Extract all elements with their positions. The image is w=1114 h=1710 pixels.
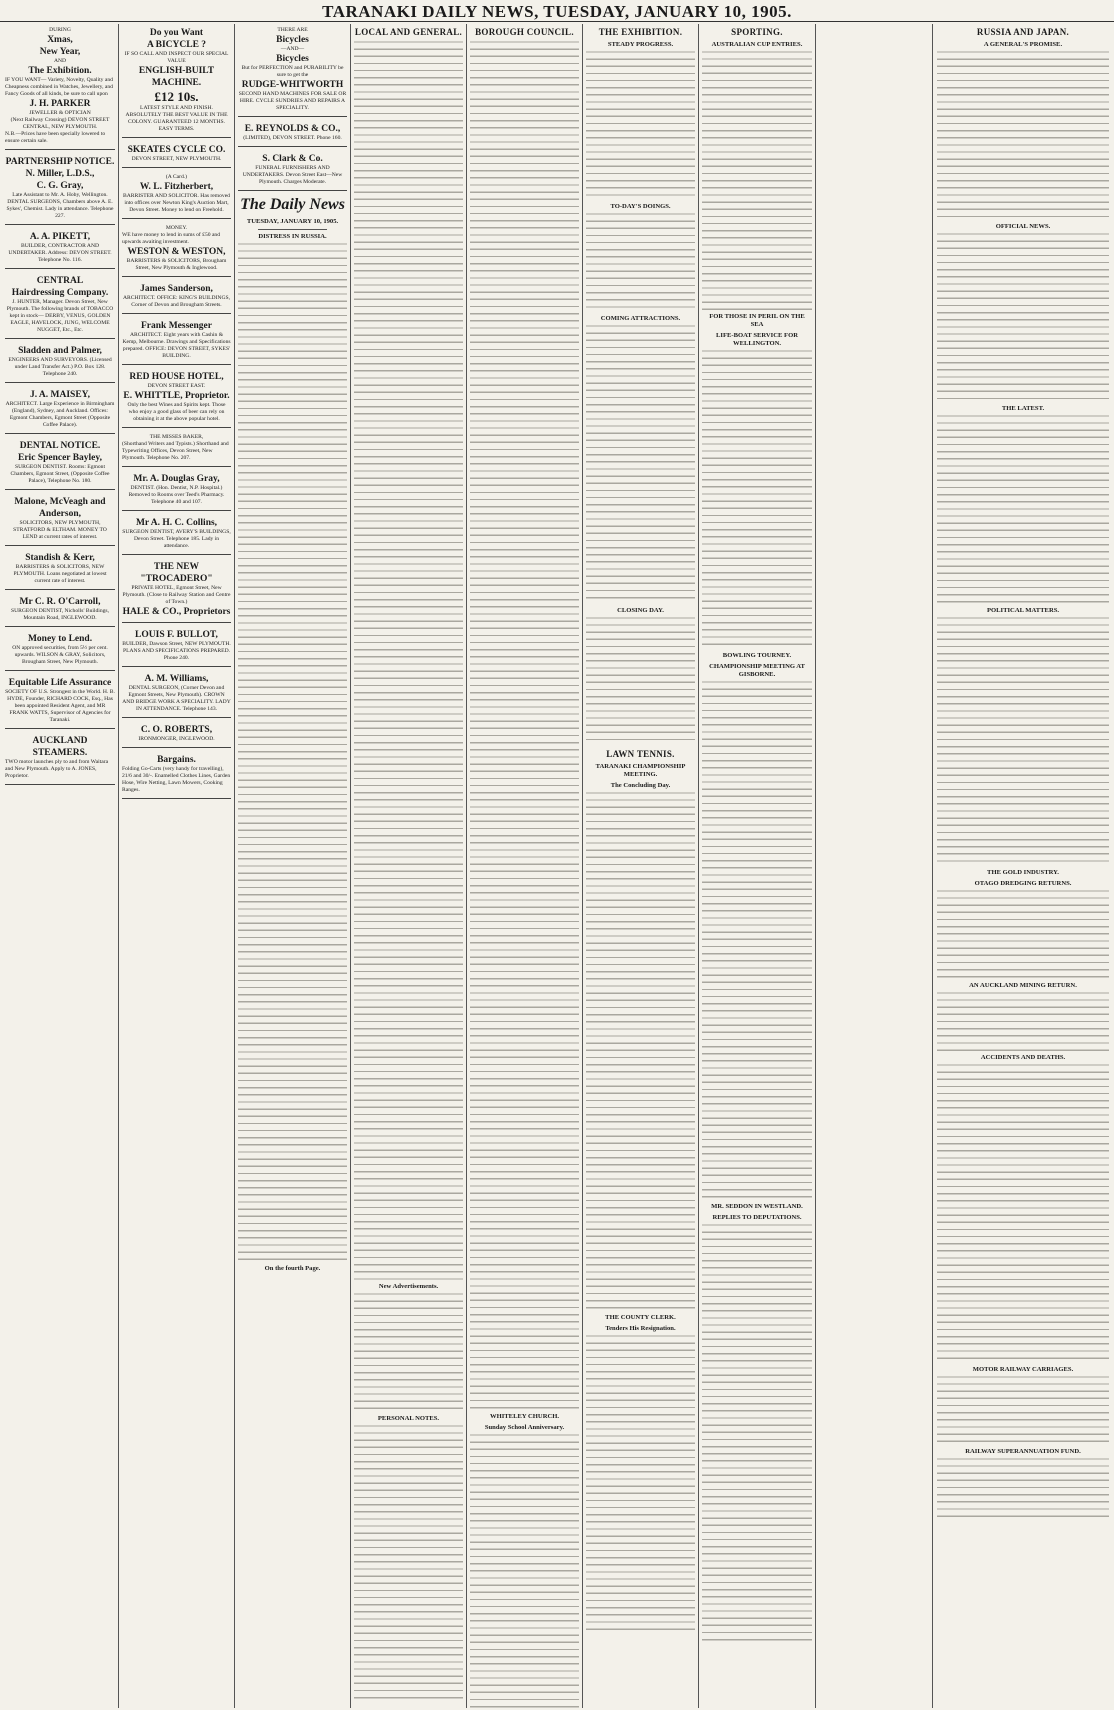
section-headline: PERSONAL NOTES. (377, 1415, 440, 1422)
ad-text: DEVON STREET, NEW PLYMOUTH. (131, 156, 222, 162)
section-subhead: REPLIES TO DEPUTATIONS. (712, 1214, 802, 1221)
section-headline: RUSSIA AND JAPAN. (976, 27, 1070, 37)
article-body (702, 50, 812, 310)
ad-text: ARCHITECT. OFFICE: KING'S BUILDINGS, Corner of Devon and Brougham Streets. (122, 295, 231, 308)
ad-text: BARRISTERS & SOLICITORS, NEW PLYMOUTH. Loans negotiated at lowest current rate of interest. (13, 564, 107, 584)
section-headline: THE GOLD INDUSTRY. (987, 869, 1059, 876)
ad-name: ENGLISH-BUILT MACHINE. (138, 66, 215, 88)
column-5-borough-council (467, 24, 582, 1708)
ad-pikett (5, 228, 115, 269)
article-body (702, 1223, 812, 1643)
section-subhead: The Concluding Day. (610, 782, 671, 789)
section-headline: BOWLING TOURNEY. (722, 652, 792, 659)
ad-text: MONEY. (165, 225, 188, 231)
ad-bullot (122, 626, 231, 667)
ad-text: (LIMITED), DEVON STREET. Phone 160. (243, 135, 342, 141)
ad-williams (122, 670, 231, 718)
ad-name: Frank Messenger (141, 321, 212, 331)
ad-name: Equitable Life Assurance (8, 678, 112, 688)
ad-text: SURGEON DENTIST, AVERY'S BUILDINGS, Devon Street. Telephone 185. Lady in attendance. (122, 529, 231, 549)
ad-name: E. REYNOLDS & CO., (244, 124, 341, 134)
ad-ocarroll (5, 593, 115, 627)
ad-name: James Sanderson, (140, 284, 213, 294)
ad-text: DENTAL SURGEON, (Corner Devon and Egmont Streets, New Plymouth). CROWN AND BRIDGE WORK A SPECIALITY. LADY IN ATTENDANCE. Telephone 143. (122, 685, 231, 712)
ad-name: E. WHITTLE, Proprietor. (123, 391, 230, 401)
ad-headline: PARTNERSHIP NOTICE. (5, 157, 115, 167)
ad-messenger (122, 317, 231, 365)
column-6-exhibition (583, 24, 698, 1708)
ad-standish (5, 549, 115, 590)
section-headline: OFFICIAL NEWS. (995, 223, 1051, 230)
column-1-ads (2, 24, 118, 1708)
ad-name: Eric Spencer Bayley, (18, 453, 102, 463)
section-subhead: A GENERAL'S PROMISE. (983, 41, 1063, 48)
ad-name: Money to Lend. (27, 634, 93, 644)
ad-price: £12 10s. (154, 89, 199, 104)
ad-name: A. A. PIKETT, (29, 232, 91, 242)
ad-roberts (122, 721, 231, 748)
ad-rudge-whitworth (238, 24, 347, 117)
ad-text: BARRISTER AND SOLICITOR. Has removed into offices over Newton King's Auction Mart, Devon Street. Money to lend on Freehold. (123, 193, 230, 213)
article-body (354, 40, 463, 1280)
ad-malone (5, 493, 115, 546)
ad-misses-baker (122, 431, 231, 467)
ad-text: (Next Railway Crossing) DEVON STREET CENTRAL, NEW PLYMOUTH. (10, 117, 110, 130)
section-subhead: Tenders His Resignation. (605, 1325, 676, 1332)
ad-name: A. M. Williams, (144, 674, 209, 684)
column-4-local-general (351, 24, 466, 1708)
ad-bargains (122, 751, 231, 799)
ad-headline: Bicycles (276, 35, 309, 45)
ad-text: ARCHITECT. Eight years with Cashin & Kemp, Melbourne. Drawings and Specifications prepared. OFFICE: DEVON STREET, SYKES' BUILDING. (122, 332, 231, 359)
ad-text: (Shorthand Writers and Typists.) Shorthand and Typewriting Offices, Devon Street, New Plymouth. Telephone No. 207. (122, 441, 229, 461)
ad-text: IF YOU WANT— Variety, Novelty, Quality and Cheapness combined in Watches, Jewellery, and Fancy Goods of all kinds, be sure to call upon (5, 77, 113, 97)
article-body (354, 1292, 463, 1412)
ad-sanderson (122, 280, 231, 314)
ad-text: ENGINEERS AND SURVEYORS. (Licensed under Land Transfer Act.) P.O. Box 128. Telephone 240. (8, 357, 112, 377)
column-2-ads (119, 24, 234, 1708)
section-subhead: OTAGO DREDGING RETURNS. (974, 880, 1072, 887)
ad-headline: THE MISSES BAKER, (149, 434, 204, 440)
article-body (586, 212, 695, 312)
ad-headline: DENTAL NOTICE. (19, 441, 101, 451)
ad-text: BUILDER, CONTRACTOR AND UNDERTAKER. Address: DEVON STREET. Telephone No. 116. (8, 243, 112, 263)
article-body (937, 50, 1109, 220)
ad-trocadero (122, 558, 231, 623)
ad-name: Hairdressing Company. (11, 288, 109, 298)
ad-headline: Xmas, (47, 35, 73, 45)
ad-bicycle (122, 24, 231, 138)
article-body (937, 232, 1109, 402)
ad-name: J. H. PARKER (29, 99, 91, 109)
ad-text: BARRISTERS & SOLICITORS, Brougham Street, New Plymouth & Inglewood. (126, 258, 227, 271)
ad-text: JEWELLER & OPTICIAN (29, 110, 91, 116)
ad-skeates (122, 141, 231, 168)
ad-name: Mr C. R. O'Carroll, (19, 597, 101, 607)
ad-text: SURGEON DENTIST, Nicholls' Buildings, Mountain Road, INGLEWOOD. (10, 608, 110, 621)
article-body (586, 1334, 695, 1634)
ad-name: J. A. MAISEY, (29, 390, 91, 400)
article-body (586, 324, 695, 604)
article-body (937, 1375, 1109, 1445)
ad-text: AND (53, 58, 67, 64)
article-body (937, 889, 1109, 979)
ad-name: W. L. Fitzherbert, (139, 182, 214, 192)
section-headline: LAWN TENNIS. (606, 749, 675, 759)
ad-text: ON approved securities, from 5½ per cent. upwards. WILSON & GRAY, Solicitors, Brougham Street, New Plymouth. (12, 645, 108, 665)
ad-text: TWO motor launches ply to and from Waitara and New Plymouth. Apply to A. JONES, Proprietor. (5, 759, 109, 779)
ad-name: RUDGE-WHITWORTH (241, 80, 344, 90)
ad-clark (238, 150, 347, 191)
article-body (937, 1457, 1109, 1517)
ad-reynolds (238, 120, 347, 147)
section-headline: LOCAL AND GENERAL. (354, 27, 463, 37)
ad-name: Bargains. (157, 755, 196, 765)
ad-money-to-lend (5, 630, 115, 671)
article-body (470, 40, 579, 1410)
ad-name: C. O. ROBERTS, (140, 725, 213, 735)
ad-text: N.B.—Prices have been specially lowered to ensure certain sale. (5, 131, 106, 144)
section-headline: FOR THOSE IN PERIL ON THE SEA (709, 313, 805, 328)
ad-name: Sladden and Palmer, (18, 346, 102, 356)
ad-text: DENTIST. (Hon. Dentist, N.P. Hospital.) Removed to Rooms over Teed's Pharmacy. Telephone 40 and 107. (128, 485, 225, 505)
ad-headline: Bicycles (276, 54, 309, 64)
article-body (470, 1433, 579, 1708)
section-headline: WHITELEY CHURCH. (490, 1413, 559, 1420)
continued-note: On the fourth Page. (264, 1265, 321, 1272)
ad-name: SKEATES CYCLE CO. (127, 145, 226, 155)
ad-hairdressing (5, 272, 115, 339)
section-headline: TO-DAY'S DOINGS. (610, 203, 671, 210)
section-headline: MOTOR RAILWAY CARRIAGES. (972, 1366, 1074, 1373)
ad-headline: The Exhibition. (28, 66, 92, 76)
ad-text: —AND— (280, 46, 305, 52)
section-headline: POLITICAL MATTERS. (986, 607, 1060, 614)
ad-name: RED HOUSE HOTEL, (129, 372, 224, 382)
ad-headline: Do you Want (149, 28, 204, 38)
ad-text: FUNERAL FURNISHERS AND UNDERTAKERS. Devon Street East—New Plymouth. Charges Moderate. (242, 165, 343, 185)
section-headline: ACCIDENTS AND DEATHS. (980, 1054, 1066, 1061)
section-headline: THE EXHIBITION. (598, 27, 683, 37)
ad-text: DEVON STREET EAST. (147, 383, 206, 389)
article-body (702, 349, 812, 649)
ad-text: BUILDER, Dawson Street, NEW PLYMOUTH. PLANS AND SPECIFICATIONS PREPARED. Phone 240. (122, 641, 231, 661)
section-subhead: Sunday School Anniversary. (484, 1424, 565, 1431)
ad-name: S. Clark & Co. (262, 154, 323, 164)
ad-name: HALE & CO., Proprietors (122, 607, 231, 617)
section-subhead: CHAMPIONSHIP MEETING AT GISBORNE. (709, 663, 805, 678)
ad-name: Mr A. H. C. Collins, (135, 518, 218, 528)
editorial-headline: DISTRESS IN RUSSIA. (258, 233, 327, 240)
article-body (586, 50, 695, 200)
ad-text: SOLICITORS, NEW PLYMOUTH, STRATFORD & ELTHAM. MONEY TO LEND at current rates of interest. (13, 520, 107, 540)
ad-name: WESTON & WESTON, (127, 247, 226, 257)
article-body (586, 616, 695, 746)
section-headline: THE COUNTY CLERK. (605, 1314, 676, 1321)
ad-name: Standish & Kerr, (25, 553, 95, 563)
section-headline: COMING ATTRACTIONS. (600, 315, 681, 322)
ad-name: Mr. A. Douglas Gray, (133, 474, 220, 484)
ad-text: Folding Go-Carts (very handy for travelling), 21/6 and 30/-. Enamelled Clothes Lines, Garden Hose, Wire Netting, Lawn Mowers, Cooking Ranges. (122, 766, 231, 793)
section-headline: CLOSING DAY. (617, 607, 664, 614)
ad-text: Only the best Wines and Spirits kept. Those who enjoy a good glass of beer can rely on obtaining it at the above popular hotel. (127, 402, 226, 422)
ad-steamers (5, 732, 115, 785)
ad-text: (A Card.) (165, 174, 188, 180)
section-subhead: STEADY PROGRESS. (607, 41, 674, 48)
ad-text: ARCHITECT. Large Experience in Birmingham (England), Sydney, and Auckland. Offices: Egmont Chambers, Egmont Street (Opposite Coffee Palace). (5, 401, 115, 428)
ad-text: J. HUNTER, Manager. Devon Street, New Plymouth. The following brands of TOBACCO kept in stock— DERBY, VENUS, GOLDEN EAGLE, HAVELOCK, JUNG, WELCOME NUGGET, Etc., Etc. (6, 299, 114, 333)
ad-text: IF SO CALL AND INSPECT OUR SPECIAL VALUE (124, 51, 229, 64)
article-body (937, 1063, 1109, 1363)
article-body (937, 414, 1109, 604)
ad-text: IRONMONGER, INGLEWOOD. (138, 736, 215, 742)
ad-text: SURGEON DENTIST. Rooms: Egmont Chambers, Egmont Street, (Opposite Coffee Palace), Telephone No. 180. (10, 464, 110, 484)
ad-name: Malone, McVeagh and Anderson, (14, 497, 106, 519)
article-body (937, 991, 1109, 1051)
section-headline: New Advertisements. (378, 1283, 439, 1290)
article-body (586, 791, 695, 1311)
column-3 (235, 24, 350, 1708)
paper-nameplate: The Daily News (240, 196, 345, 213)
ad-headline: A BICYCLE ? (146, 40, 207, 50)
section-subhead: LIFE-BOAT SERVICE FOR WELLINGTON. (716, 332, 798, 347)
ad-dental-notice (5, 437, 115, 490)
article-body (702, 680, 812, 1200)
ad-name: THE NEW "TROCADERO" (140, 562, 213, 584)
ad-fitzherbert (122, 171, 231, 219)
ad-name: N. Miller, L.D.S., (25, 169, 95, 179)
ad-weston (122, 222, 231, 277)
section-headline: SPORTING. (731, 27, 783, 37)
ad-name: CENTRAL (36, 276, 84, 286)
ad-text: PRIVATE HOTEL, Egmont Street, New Plymouth. (Close to Railway Station and Centre of Town.) (122, 585, 231, 605)
article-body (937, 616, 1109, 866)
ad-collins (122, 514, 231, 555)
ad-text: Late Assistant to Mr. A. Hoby, Wellington. DENTAL SURGEONS, Chambers above A. E. Sykes', Chemist. Lady in attendance. Telephone 227. (6, 192, 114, 219)
column-rule (815, 24, 816, 1708)
dateline: TUESDAY, JANUARY 10, 1905. (246, 218, 339, 225)
ad-text: But for PERFECTION and PURABILITY be sure to get the (241, 65, 344, 78)
ad-partnership (5, 153, 115, 225)
section-headline: BOROUGH COUNCIL. (475, 27, 574, 37)
section-headline: AN AUCKLAND MINING RETURN. (969, 982, 1077, 989)
ad-sladden (5, 342, 115, 383)
ad-name: AUCKLAND STEAMERS. (32, 736, 88, 758)
ad-name: C. G. Gray, (36, 181, 84, 191)
column-7-sporting (699, 24, 815, 1708)
ad-text: LATEST STYLE AND FINISH. ABSOLUTELY THE BEST VALUE IN THE COLONY. GUARANTEED 12 MONTHS. EASY TERMS. (125, 105, 228, 132)
masthead: TARANAKI DAILY NEWS, TUESDAY, JANUARY 10, 1905. (0, 0, 1114, 22)
article-body (354, 1424, 463, 1704)
section-headline: MR. SEDDON IN WESTLAND. (711, 1203, 803, 1210)
editorial-body (238, 242, 347, 1262)
column-8-russia-japan (933, 24, 1112, 1708)
ad-text: THERE ARE (277, 27, 308, 33)
ad-text: SOCIETY OF U.S. Strongest in the World. H. B. HYDE, Founder, RICHARD COCK, Esq., Has been appointed Resident Agent, and MR FRANK WATTS, Supervisor of Agencies for Taranaki. (5, 689, 115, 723)
ad-text: WE have money to lend in sums of £50 and upwards awaiting investment. (122, 232, 221, 245)
ad-maisey (5, 386, 115, 434)
ad-parker (5, 24, 115, 150)
section-subhead: AUSTRALIAN CUP ENTRIES. (711, 41, 803, 48)
section-headline: RAILWAY SUPERANNUATION FUND. (965, 1448, 1081, 1455)
divider (258, 229, 327, 230)
ad-name: LOUIS F. BULLOT, (135, 630, 218, 640)
ad-headline: New Year, (39, 47, 81, 57)
section-subhead: TARANAKI CHAMPIONSHIP MEETING. (595, 763, 686, 778)
ad-text: DURING (49, 27, 71, 33)
ad-text: SECOND HAND MACHINES FOR SALE OR HIRE. CYCLE SUNDRIES AND REPAIRS A SPECIALITY. (238, 91, 347, 111)
section-headline: THE LATEST. (1001, 405, 1045, 412)
ad-douglas-gray (122, 470, 231, 511)
ad-equitable (5, 674, 115, 729)
ad-red-house-hotel (122, 368, 231, 428)
